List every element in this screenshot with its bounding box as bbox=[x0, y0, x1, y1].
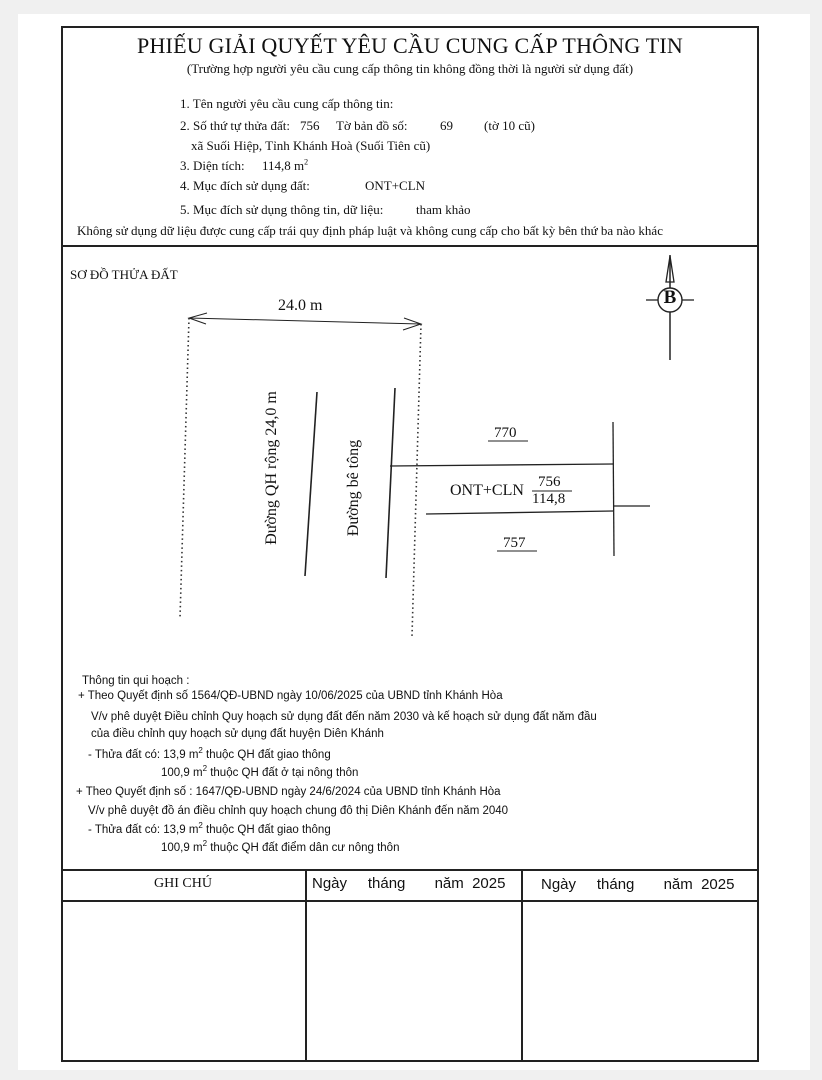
map-sheet-value: 69 bbox=[440, 118, 453, 133]
disclaimer-text: Không sử dụng dữ liệu được cung cấp trái quy định pháp luật và không cung cấp cho bất kỳ bên thứ ba nào khác bbox=[77, 223, 663, 238]
land-purpose-label: 4. Mục đích sử dụng đất: bbox=[180, 178, 310, 193]
parcel-757-label: 757 bbox=[503, 535, 526, 551]
diagram-section-title: SƠ ĐỒ THỬA ĐẤT bbox=[70, 267, 178, 282]
footer-header-divider bbox=[61, 900, 759, 902]
footer-table-top bbox=[61, 869, 759, 871]
planned-road-right-boundary bbox=[412, 324, 421, 636]
area-value: 114,8 $m^2$ bbox=[262, 157, 309, 173]
parcel-756-area: 114,8 bbox=[532, 491, 566, 507]
document-title: PHIẾU GIẢI QUYẾT YÊU CẦU CUNG CẤP THÔNG TIN bbox=[137, 33, 683, 58]
planned-road-label: Đường QH rộng 24,0 m bbox=[263, 391, 280, 545]
planning-decision-1-area-residential: 100,9 $m^2$ thuộc QH đất ở tại nông thôn bbox=[161, 764, 359, 779]
planning-decision-1-area-traffic: - Thửa đất có: 13,9 $m^2$ thuộc QH đất giao thông bbox=[88, 746, 331, 761]
area-label: 3. Diện tích: bbox=[180, 158, 245, 173]
old-map-sheet: (tờ 10 cũ) bbox=[484, 118, 535, 133]
planned-road-left-boundary bbox=[180, 318, 189, 618]
planning-decision-1-subject-2: của điều chỉnh quy hoạch sử dụng đất huyện Diên Khánh bbox=[91, 728, 384, 740]
footer-column-divider-2 bbox=[521, 869, 523, 1062]
parcel-address: xã Suối Hiệp, Tỉnh Khánh Hoà (Suối Tiên cũ) bbox=[191, 138, 431, 153]
concrete-road-label: Đường bê tông bbox=[345, 439, 362, 537]
note-column-header: GHI CHÚ bbox=[154, 876, 212, 891]
parcel-boundary-top bbox=[390, 464, 613, 466]
north-arrow-letter: B bbox=[663, 287, 677, 308]
parcel-boundary-bottom bbox=[426, 511, 613, 514]
parcel-756-number: 756 bbox=[538, 474, 561, 490]
info-usage-value: tham khảo bbox=[416, 202, 471, 217]
road-edge-line-2 bbox=[386, 388, 395, 578]
planning-decision-1-subject-1: V/v phê duyệt Điều chỉnh Quy hoạch sử dụng đất đến năm 2030 và kế hoạch sử dụng đất năm đầu bbox=[91, 711, 597, 723]
width-dimension-line bbox=[189, 318, 421, 324]
parcel-boundary-right bbox=[613, 422, 614, 556]
planning-decision-1: + Theo Quyết định số 1564/QĐ-UBND ngày 10/06/2025 của UBND tỉnh Khánh Hòa bbox=[78, 690, 503, 702]
parcel-number-value: 756 bbox=[300, 118, 320, 133]
parcel-number-label: 2. Số thứ tự thửa đất: bbox=[180, 118, 290, 133]
requester-name-line: 1. Tên người yêu cầu cung cấp thông tin: bbox=[180, 96, 394, 111]
planning-decision-2: + Theo Quyết định số : 1647/QĐ-UBND ngày 24/6/2024 của UBND tỉnh Khánh Hòa bbox=[76, 786, 501, 798]
width-dimension-label: 24.0 m bbox=[278, 297, 323, 314]
info-usage-label: 5. Mục đích sử dụng thông tin, dữ liệu: bbox=[180, 202, 384, 217]
date-column-1-header: Ngày tháng năm 2025 bbox=[312, 875, 506, 892]
area-unit-superscript: 2 bbox=[304, 157, 309, 167]
footer-column-divider-1 bbox=[305, 869, 307, 1062]
planning-heading: Thông tin qui hoạch : bbox=[82, 675, 190, 687]
road-edge-line-1 bbox=[305, 392, 317, 576]
parcel-770-label: 770 bbox=[494, 425, 517, 441]
map-sheet-label: Tờ bản đồ số: bbox=[336, 118, 408, 133]
land-purpose-value: ONT+CLN bbox=[365, 178, 426, 193]
planning-decision-2-area-residential: 100,9 $m^2$ thuộc QH đất điểm dân cư nông thôn bbox=[161, 839, 400, 854]
planning-decision-2-subject: V/v phê duyệt đồ án điều chỉnh quy hoạch chung đô thị Diên Khánh đến năm 2040 bbox=[88, 805, 509, 817]
parcel-756-landuse: ONT+CLN bbox=[450, 482, 524, 499]
document-subtitle: (Trường hợp người yêu cầu cung cấp thông tin không đồng thời là người sử dụng đất) bbox=[186, 61, 634, 76]
date-column-2-header: Ngày tháng năm 2025 bbox=[541, 876, 735, 893]
planning-decision-2-area-traffic: - Thửa đất có: 13,9 $m^2$ thuộc QH đất giao thông bbox=[88, 821, 331, 836]
